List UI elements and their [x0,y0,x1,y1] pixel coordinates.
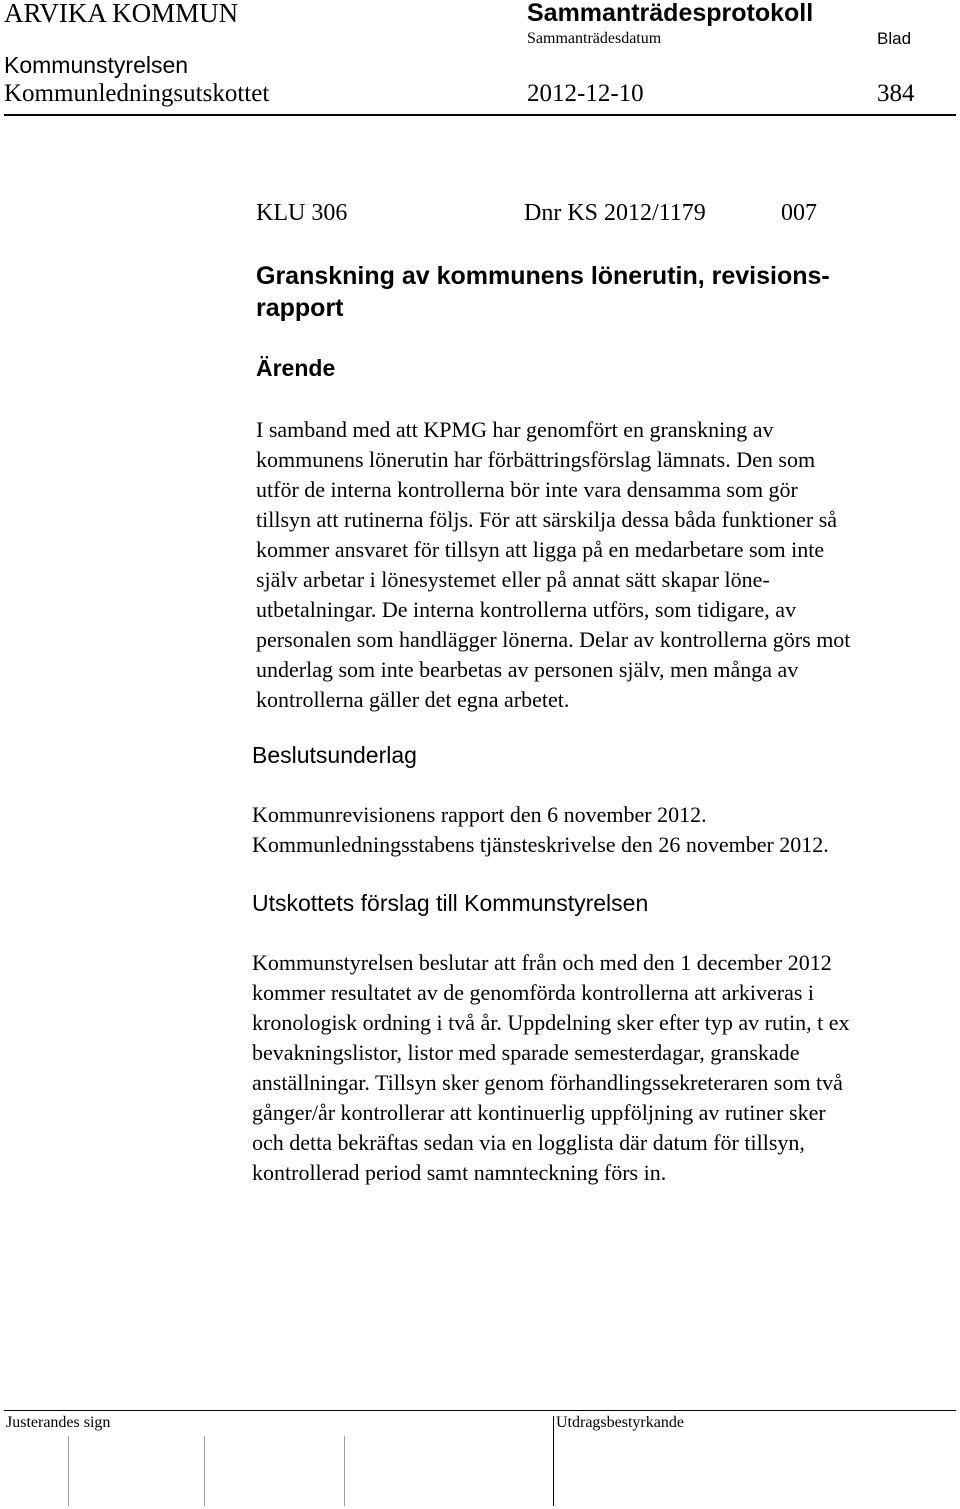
text-line: kommer ansvaret för tillsyn att ligga på en medarbetare som inte [256,537,825,562]
document-type: Sammanträdesprotokoll [527,0,814,27]
justerandes-sign-label: Justerandes sign [6,1414,111,1431]
text-line: bevakningslistor, listor med sparade semesterdagar, granskade [252,1040,800,1065]
text-line: kommer resultatet av de genomförda kontrollerna att arkiveras i [252,980,815,1005]
text-line: gånger/år kontrollerar att kontinuerlig uppföljning av rutiner sker [252,1100,826,1125]
text-line: kontrollerna gäller det egna arbetet. [256,687,570,712]
text-line: tillsyn att rutinerna följs. För att särskilja dessa båda funktioner så [256,507,838,532]
municipality-name: ARVIKA KOMMUN [4,0,239,28]
signature-divider [68,1436,69,1506]
committee-name: Kommunledningsutskottet [4,80,270,107]
text-line: anställningar. Tillsyn sker genom förhandlingssekreteraren som två [252,1070,843,1095]
case-number: KLU 306 [256,200,348,226]
text-line: och detta bekräftas sedan via en logglista där datum för tillsyn, [252,1130,805,1155]
page-number: 384 [877,80,915,107]
utdragsbestyrkande-label: Utdragsbestyrkande [556,1414,684,1431]
header-rule [4,114,956,116]
text-line: Kommunstyrelsen beslutar att från och med den 1 december 2012 [252,950,832,975]
text-line: kontrollerad period samt namnteckning förs in. [252,1160,667,1185]
text-line: utför de interna kontrollerna bör inte vara densamma som gör [256,477,798,502]
beslutsunderlag-heading: Beslutsunderlag [252,742,417,768]
forslag-heading: Utskottets förslag till Kommunstyrelsen [252,890,649,916]
text-line: kronologisk ordning i två år. Uppdelning sker efter typ av rutin, t ex [252,1010,850,1035]
signature-divider [344,1436,345,1506]
page-label: Blad [877,29,912,48]
text-line: I samband med att KPMG har genomfört en granskning av [256,417,774,442]
date-label: Sammanträdesdatum [527,30,662,47]
text-line: kommunens lönerutin har förbättringsförslag lämnats. Den som [256,447,816,472]
text-line: personalen som handlägger lönerna. Delar av kontrollerna görs mot [256,627,851,652]
text-line: Kommunrevisionens rapport den 6 november 2012. [252,802,707,827]
arende-paragraph [256,415,850,715]
case-title-line-1: Granskning av kommunens lönerutin, revisions- [256,262,830,290]
signature-divider [553,1416,554,1506]
signature-divider [204,1436,205,1506]
forslag-paragraph [252,948,850,1188]
meeting-date: 2012-12-10 [527,80,644,107]
body-name: Kommunstyrelsen [4,52,189,78]
text-line: underlag som inte bearbetas av personen själv, men många av [256,657,799,682]
text-line: utbetalningar. De interna kontrollerna utförs, som tidigare, av [256,597,797,622]
text-line: själv arbetar i lönesystemet eller på annat sätt skapar löne- [256,567,770,592]
beslutsunderlag-list [252,800,829,860]
arende-heading: Ärende [256,355,336,381]
case-title-line-2: rapport [256,294,344,322]
case-code: 007 [781,200,817,226]
dnr-number: Dnr KS 2012/1179 [524,200,706,226]
footer-rule [4,1410,956,1411]
text-line: Kommunledningsstabens tjänsteskrivelse den 26 november 2012. [252,832,829,857]
